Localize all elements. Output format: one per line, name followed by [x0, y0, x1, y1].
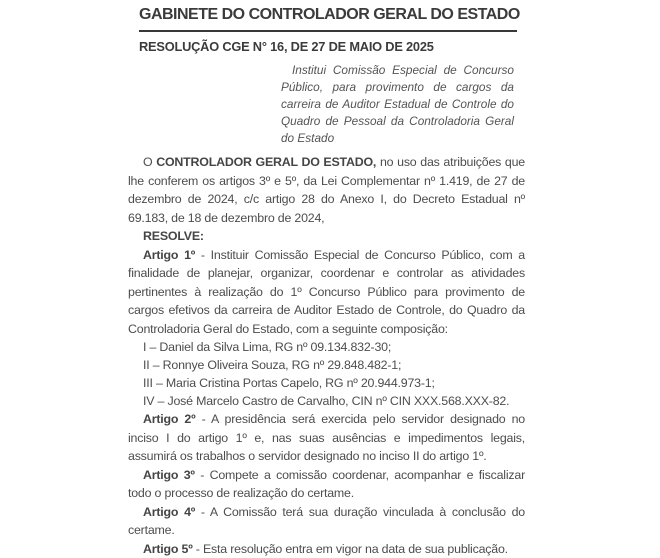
article-3-text: - Compete a comissão coordenar, acompanhar e fiscalizar todo o processo de realização do certame. [128, 468, 525, 501]
member-item-2: II – Ronnye Oliveira Souza, RG nº 29.848.482-1; [143, 356, 525, 374]
preamble-text: no uso das atribuições que lhe conferem os artigos 3º e 5º, da Lei Complementar nº 1.419, de 27 de dezembro de 2024, c/c artigo 28 do Anexo I, do Decreto Estadual nº 69.183, de 18 de dezembro de 2024, [128, 155, 525, 225]
article-5 [128, 540, 525, 558]
article-5-text: - Esta resolução entra em vigor na data de sua publicação. [196, 542, 508, 556]
resolve-label: RESOLVE: [143, 229, 204, 243]
article-5-label: Artigo 5º [143, 542, 193, 556]
resolution-document [128, 0, 525, 558]
resolution-title: RESOLUÇÃO CGE N° 16, DE 27 DE MAIO DE 2025 [139, 39, 525, 54]
member-item-4: IV – José Marcelo Castro de Carvalho, CIN nº CIN XXX.568.XXX-82. [143, 392, 525, 410]
article-4-text: - A Comissão terá sua duração vinculada à conclusão do certame. [128, 505, 525, 538]
article-2-text: - A presidência será exercida pelo servidor designado no inciso I do artigo 1º e, nas suas ausências e impedimentos legais, assumirá os trabalhos o servidor designado no inciso II do artigo 1º. [128, 412, 525, 463]
article-4-label: Artigo 4º [143, 505, 195, 519]
resolve-clause [128, 227, 525, 246]
department-heading: GABINETE DO CONTROLADOR GERAL DO ESTADO [139, 0, 517, 32]
article-1-label: Artigo 1º [143, 248, 195, 262]
member-item-1: I – Daniel da Silva Lima, RG nº 09.134.832-30; [143, 338, 525, 356]
authority-name: CONTROLADOR GERAL DO ESTADO, [156, 155, 376, 169]
article-1 [128, 246, 525, 339]
member-item-3: III – Maria Cristina Portas Capelo, RG nº 20.944.973-1; [143, 374, 525, 392]
commission-members-list [128, 338, 525, 410]
preamble-lead: O [143, 155, 152, 169]
article-1-text: - Instituir Comissão Especial de Concurso Público, com a finalidade de planejar, organizar, coordenar e controlar as atividades pertinentes à realização do 1º Concurso Público para provimento de cargos efetivos da carreira de Auditor Estado de Controle, do Quadro da Controladoria Geral do Estado, com a seguinte composição: [128, 248, 525, 336]
article-4 [128, 503, 525, 540]
article-2 [128, 410, 525, 466]
article-2-label: Artigo 2º [143, 412, 195, 426]
ementa-paragraph: Institui Comissão Especial de Concurso Público, para provimento de cargos da carreira de Auditor Estadual de Controle do Quadro de Pessoal da Controladoria Geral do Estado [281, 62, 514, 147]
article-3-label: Artigo 3º [143, 468, 195, 482]
article-3 [128, 466, 525, 503]
preamble-paragraph [128, 153, 525, 227]
